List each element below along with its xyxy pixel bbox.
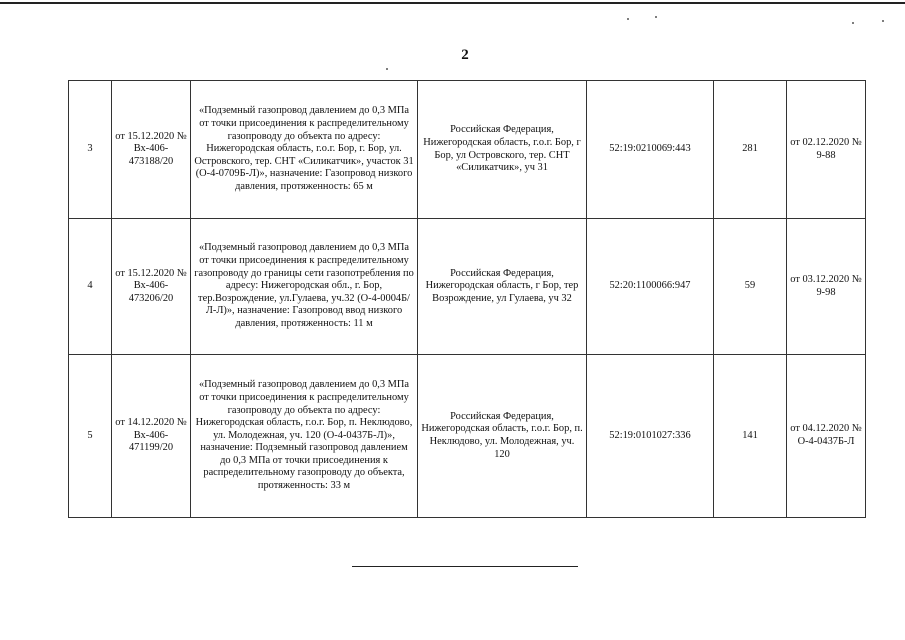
table-row	[69, 219, 866, 355]
page-number: 2	[461, 47, 469, 63]
address-cell: Российская Федерация, Нижегородская область, г.о.г. Бор, г Бор, ул Островского, тер. СНТ «Силикатчик», уч 31	[418, 81, 587, 219]
scan-speck	[386, 68, 388, 70]
decision-cell: от 03.12.2020 № 9-98	[787, 219, 866, 355]
object-description-cell: «Подземный газопровод давлением до 0,3 МПа от точки присоединения к распределительному газопроводу до границы сети газопотребления по адресу: Нижегородская обл., г. Бор, тер.Возрождение, ул.Гулаева, уч.32 (О-4-0004Б/Л-Л)», назначение: Газопровод ввод низкого давления, протяженность: 11 м	[191, 219, 418, 355]
footer-separator-line	[352, 566, 578, 567]
address-cell: Российская Федерация, Нижегородская область, г Бор, тер Возрождение, ул Гулаева, уч 32	[418, 219, 587, 355]
registry-table	[68, 80, 866, 518]
request-cell: от 15.12.2020 № Вх-406-473206/20	[112, 219, 191, 355]
scan-speck	[655, 16, 657, 18]
top-border-line	[0, 2, 905, 4]
row-number-cell: 3	[69, 81, 112, 219]
area-cell: 59	[714, 219, 787, 355]
cadastral-number-cell: 52:19:0101027:336	[587, 355, 714, 518]
scan-speck	[882, 20, 884, 22]
row-number-cell: 4	[69, 219, 112, 355]
row-number-cell: 5	[69, 355, 112, 518]
area-cell: 141	[714, 355, 787, 518]
cadastral-number-cell: 52:19:0210069:443	[587, 81, 714, 219]
decision-cell: от 04.12.2020 № О-4-0437Б-Л	[787, 355, 866, 518]
decision-cell: от 02.12.2020 № 9-88	[787, 81, 866, 219]
table-row	[69, 81, 866, 219]
table-row	[69, 355, 866, 518]
address-cell: Российская Федерация, Нижегородская область, г.о.г. Бор, п. Неклюдово, ул. Молодежная, уч. 120	[418, 355, 587, 518]
cadastral-number-cell: 52:20:1100066:947	[587, 219, 714, 355]
scan-speck	[627, 18, 629, 20]
request-cell: от 14.12.2020 № Вх-406-471199/20	[112, 355, 191, 518]
area-cell: 281	[714, 81, 787, 219]
request-cell: от 15.12.2020 № Вх-406-473188/20	[112, 81, 191, 219]
object-description-cell: «Подземный газопровод давлением до 0,3 МПа от точки присоединения к распределительному газопроводу до объекта по адресу: Нижегородская область, г.о.г. Бор, г. Бор, ул. Островского, тер. СНТ «Силикатчик», участок 31 (О-4-0709Б-Л)», назначение: Газопровод низкого давления, протяженность: 65 м	[191, 81, 418, 219]
scan-speck	[852, 22, 854, 24]
object-description-cell: «Подземный газопровод давлением до 0,3 МПа от точки присоединения к распределительному газопроводу до объекта по адресу: Нижегородская область, г.о.г. Бор, п. Неклюдово, ул. Молодежная, уч. 120 (О-4-0437Б-Л)», назначение: Подземный газопровод давлением до 0,3 МПа от точки присоединения к распределительному газопроводу до объекта, протяженность: 33 м	[191, 355, 418, 518]
